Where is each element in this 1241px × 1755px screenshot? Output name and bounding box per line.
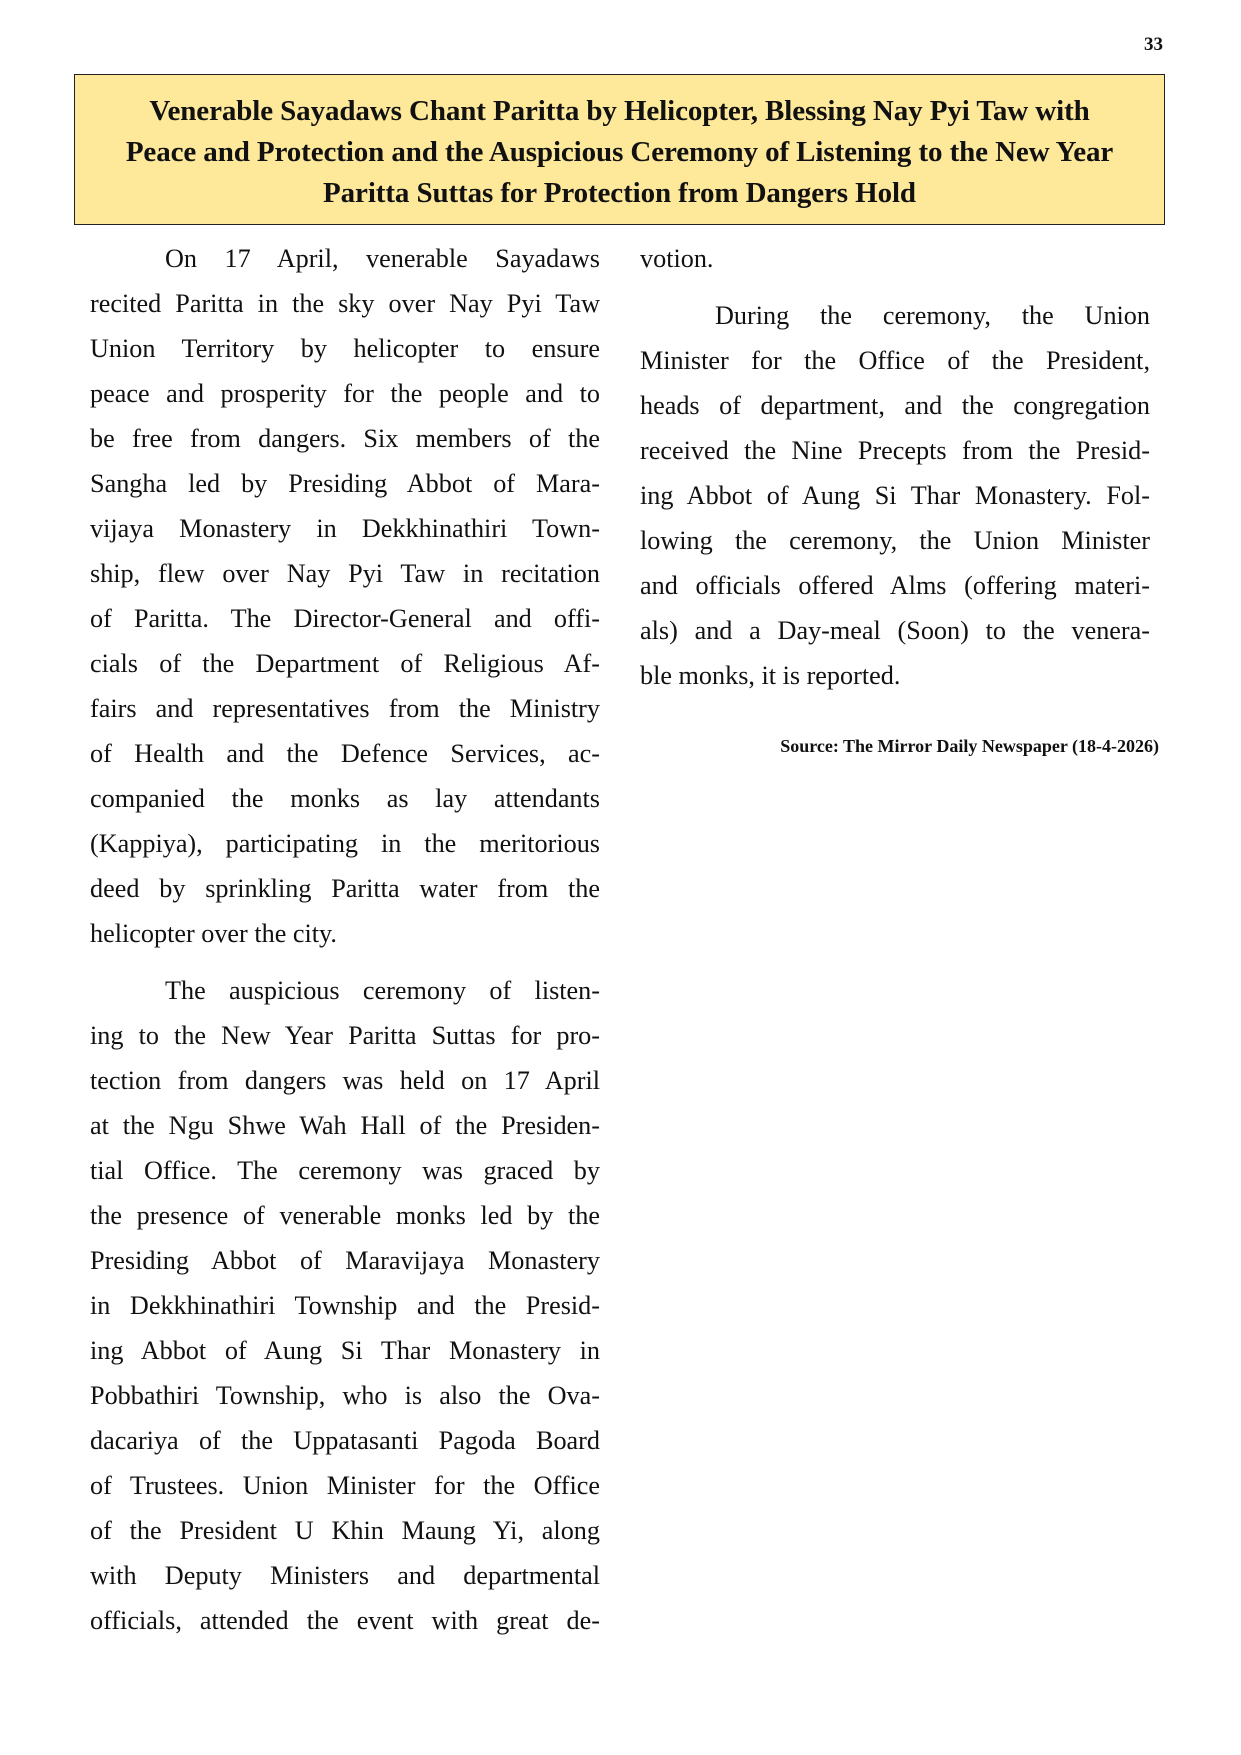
text-line: recited Paritta in the sky over Nay Pyi Taw: [90, 289, 600, 318]
paragraph-2: [90, 968, 600, 1643]
text-line: received the Nine Precepts from the Presid-: [640, 436, 1150, 465]
text-line: ing Abbot of Aung Si Thar Monastery. Fol-: [640, 481, 1150, 510]
text-line: Sangha led by Presiding Abbot of Mara-: [90, 469, 600, 498]
page-number: 33: [1144, 34, 1163, 55]
right-column: [640, 236, 1150, 698]
text-line: als) and a Day-meal (Soon) to the venera-: [640, 616, 1150, 645]
source-citation: Source: The Mirror Daily Newspaper (18-4-2026): [780, 736, 1159, 756]
text-line: at the Ngu Shwe Wah Hall of the Presiden-: [90, 1111, 600, 1140]
headline-line: Peace and Protection and the Auspicious Ceremony of Listening to the New Year: [125, 136, 1114, 168]
text-line: of Paritta. The Director-General and offi-: [90, 604, 600, 633]
paragraph-2-continuation: [640, 236, 1150, 281]
text-line: tial Office. The ceremony was graced by: [90, 1156, 600, 1185]
text-line: ing Abbot of Aung Si Thar Monastery in: [90, 1336, 600, 1365]
text-line: companied the monks as lay attendants: [90, 784, 600, 813]
headline-line: Paritta Suttas for Protection from Dangers Hold: [323, 177, 916, 209]
paragraph-1: [90, 236, 600, 956]
text-line: be free from dangers. Six members of the: [90, 424, 600, 453]
text-line: lowing the ceremony, the Union Minister: [640, 526, 1150, 555]
text-line: the presence of venerable monks led by the: [90, 1201, 600, 1230]
text-line: officials, attended the event with great de-: [90, 1606, 600, 1635]
text-line: During the ceremony, the Union: [715, 301, 1150, 330]
text-line: votion.: [640, 244, 714, 273]
text-line: in Dekkhinathiri Township and the Presid-: [90, 1291, 600, 1320]
paragraph-3: [640, 293, 1150, 698]
text-line: and officials offered Alms (offering materi-: [640, 571, 1150, 600]
text-line: ing to the New Year Paritta Suttas for pro-: [90, 1021, 600, 1050]
text-line: Pobbathiri Township, who is also the Ova-: [90, 1381, 600, 1410]
headline: [116, 85, 1123, 214]
text-line: helicopter over the city.: [90, 919, 337, 948]
text-line: of Trustees. Union Minister for the Office: [90, 1471, 600, 1500]
text-line: Union Territory by helicopter to ensure: [90, 334, 600, 363]
left-column: [90, 236, 600, 1643]
text-line: On 17 April, venerable Sayadaws: [165, 244, 600, 273]
text-line: ble monks, it is reported.: [640, 661, 901, 690]
text-line: The auspicious ceremony of listen-: [165, 976, 600, 1005]
text-line: with Deputy Ministers and departmental: [90, 1561, 600, 1590]
text-line: Presiding Abbot of Maravijaya Monastery: [90, 1246, 600, 1275]
text-line: of Health and the Defence Services, ac-: [90, 739, 600, 768]
headline-line: Venerable Sayadaws Chant Paritta by Helicopter, Blessing Nay Pyi Taw with: [149, 95, 1090, 127]
text-line: Minister for the Office of the President,: [640, 346, 1150, 375]
text-line: (Kappiya), participating in the meritorious: [90, 829, 600, 858]
text-line: of the President U Khin Maung Yi, along: [90, 1516, 600, 1545]
text-line: peace and prosperity for the people and to: [90, 379, 600, 408]
text-line: dacariya of the Uppatasanti Pagoda Board: [90, 1426, 600, 1455]
text-line: deed by sprinkling Paritta water from the: [90, 874, 600, 903]
paragraph-spacer: [640, 281, 1150, 293]
text-line: ship, flew over Nay Pyi Taw in recitation: [90, 559, 600, 588]
text-line: vijaya Monastery in Dekkhinathiri Town-: [90, 514, 600, 543]
text-line: fairs and representatives from the Ministry: [90, 694, 600, 723]
paragraph-spacer: [90, 956, 600, 968]
text-line: cials of the Department of Religious Af-: [90, 649, 600, 678]
text-line: tection from dangers was held on 17 April: [90, 1066, 600, 1095]
headline-box: [74, 74, 1165, 225]
text-line: heads of department, and the congregation: [640, 391, 1150, 420]
